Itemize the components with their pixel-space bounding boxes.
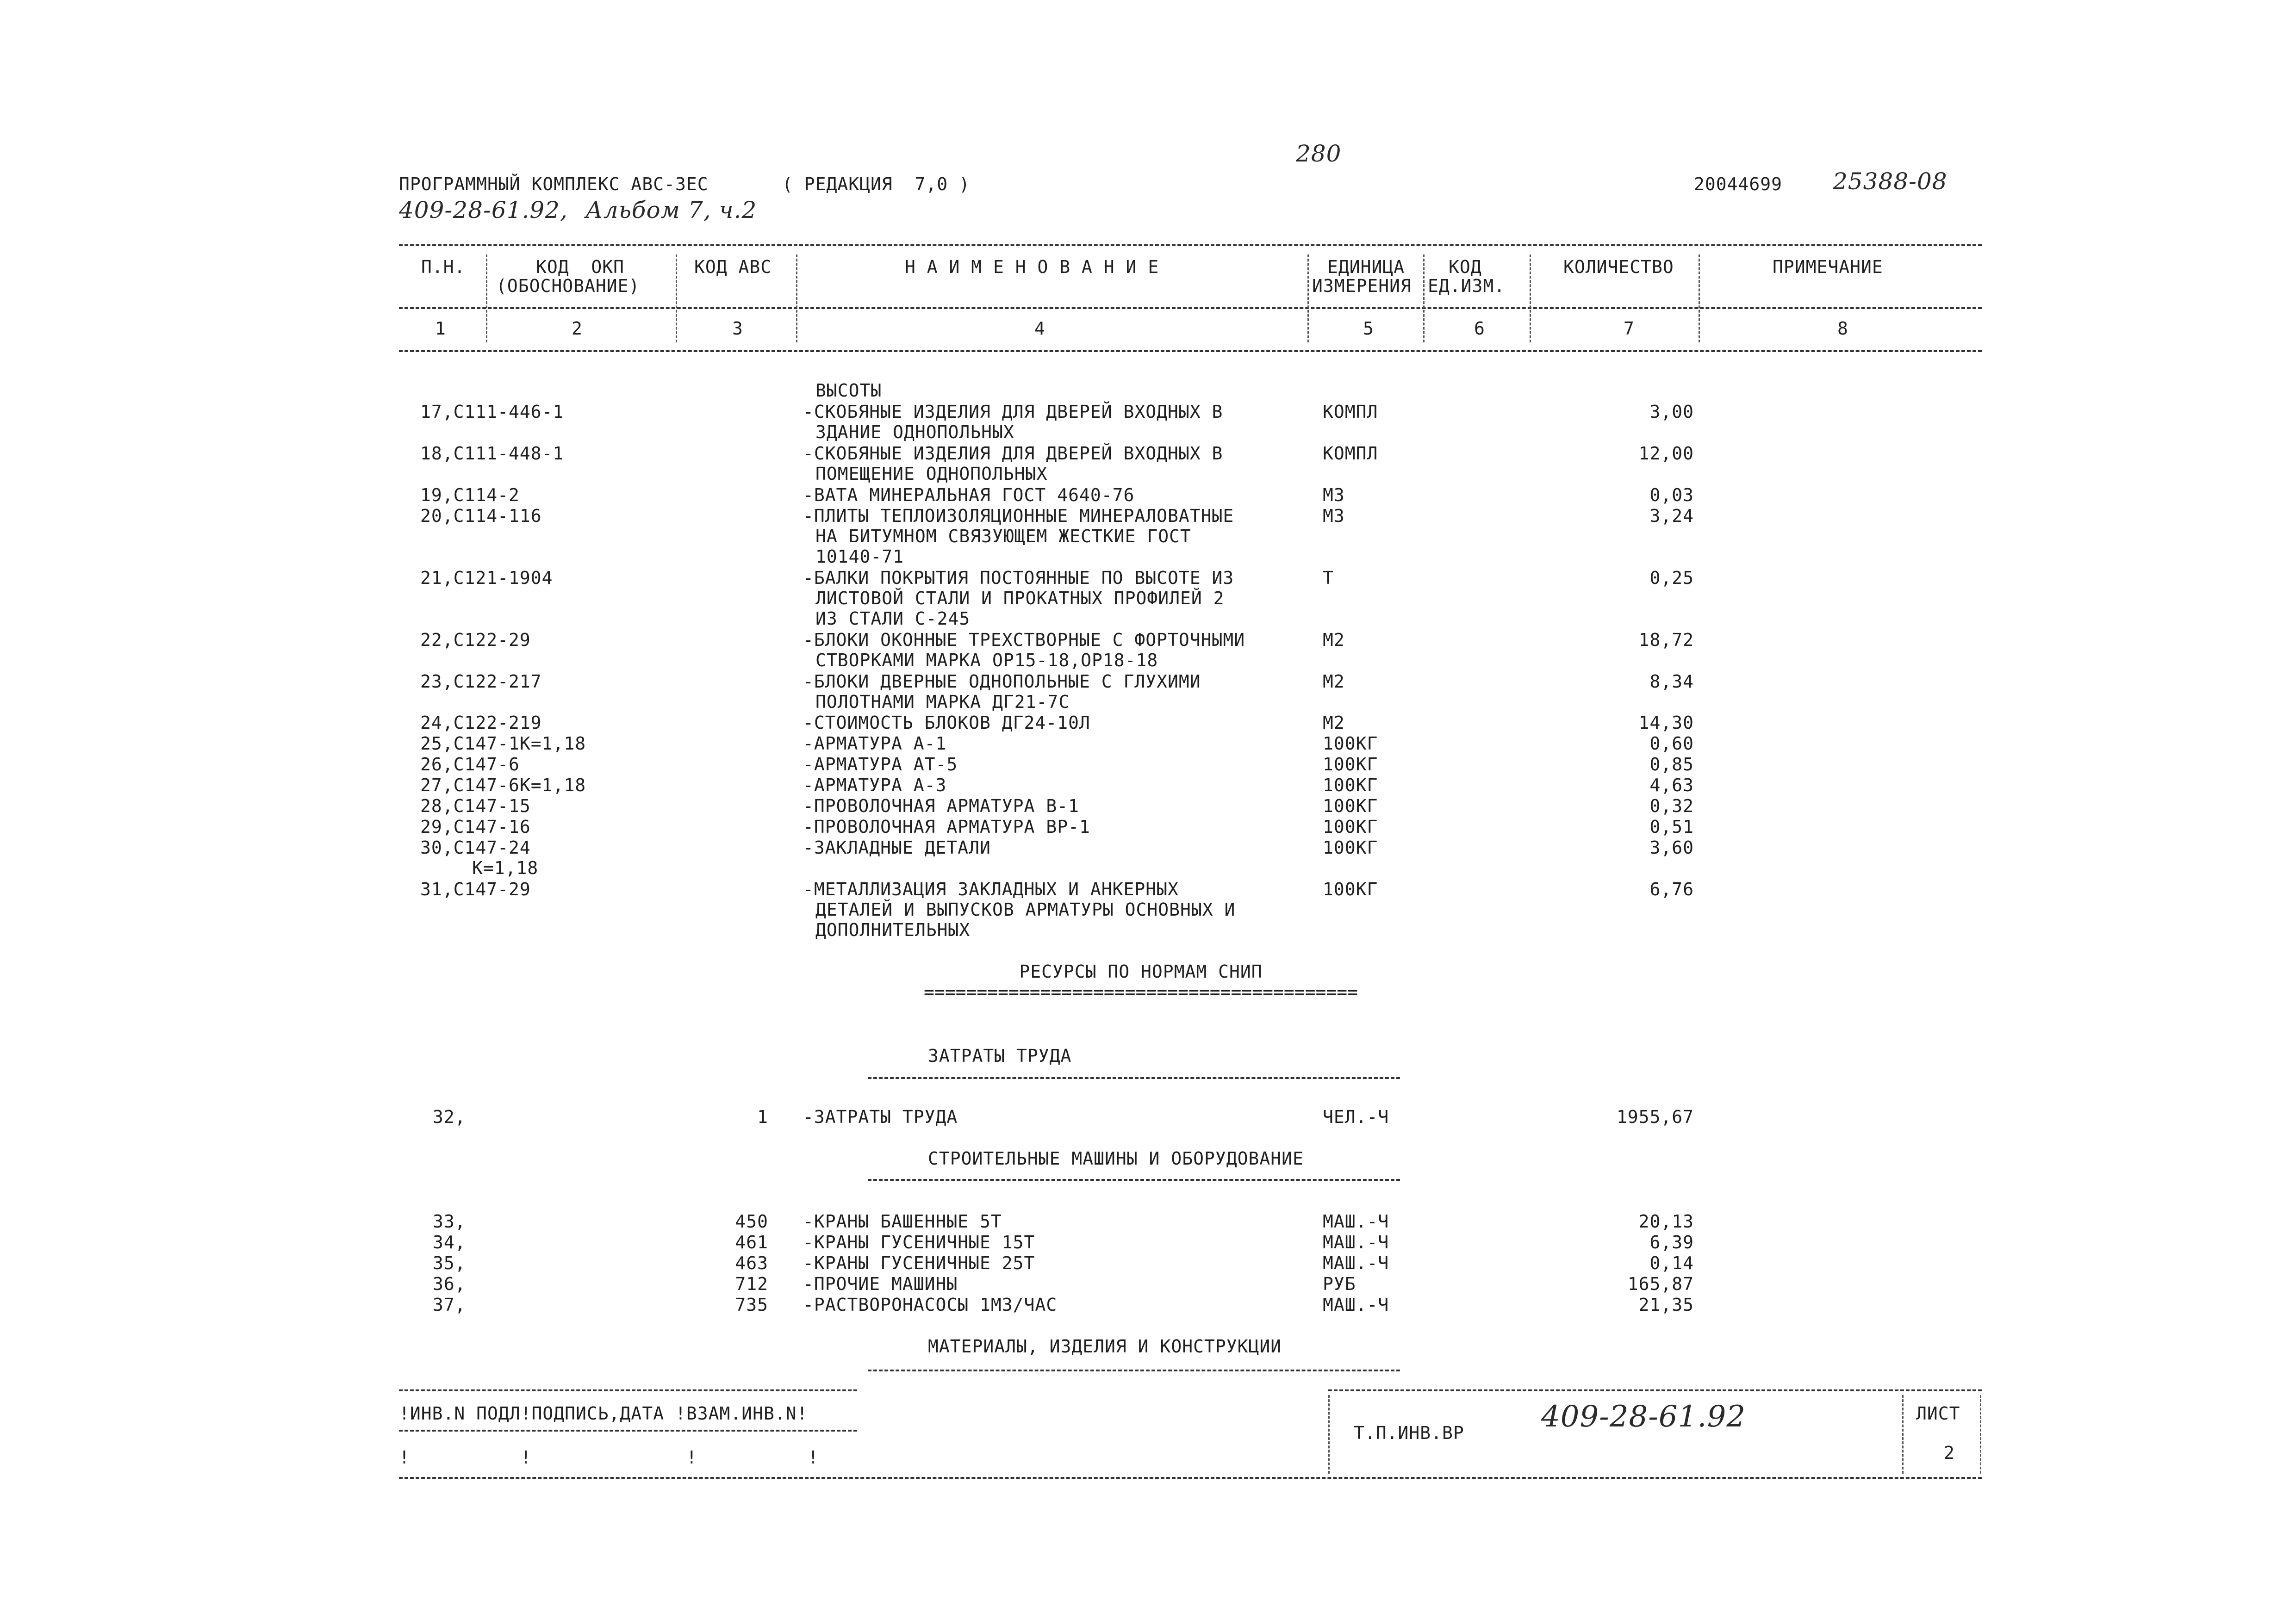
- col-title-okp: КОД ОКП: [536, 257, 625, 277]
- row-unit: 100КГ: [1323, 733, 1378, 754]
- program-title: ПРОГРАММНЫЙ КОМПЛЕКС АВС-3ЕС: [399, 174, 709, 194]
- machine-row-unit: РУБ: [1323, 1274, 1356, 1294]
- machine-row-unit: МАШ.-Ч: [1323, 1253, 1389, 1273]
- machine-row-name: -КРАНЫ ГУСЕНИЧНЫЕ 25Т: [803, 1253, 1035, 1273]
- col-num-8: 8: [1837, 318, 1848, 339]
- row-unit: 100КГ: [1323, 837, 1378, 858]
- edition-label: ( РЕДАКЦИЯ 7,0 ): [782, 174, 970, 194]
- col-title-unit-2: ИЗМЕРЕНИЯ: [1312, 276, 1412, 296]
- row-name: -БЛОКИ ДВЕРНЫЕ ОДНОПОЛЬНЫЕ С ГЛУХИМИ: [803, 671, 1201, 692]
- labor-row-unit: ЧЕЛ.-Ч: [1323, 1107, 1389, 1127]
- row-name: ДЕТАЛЕЙ И ВЫПУСКОВ АРМАТУРЫ ОСНОВНЫХ И: [815, 899, 1236, 920]
- row-qty: 3,00: [1649, 402, 1694, 422]
- stamp-sep: [1980, 1395, 1981, 1474]
- row-pn: 19,С114-2: [420, 485, 520, 505]
- row-qty: 3,60: [1649, 837, 1694, 858]
- row-name: ВЫСОТЫ: [815, 380, 882, 401]
- row-name: -АРМАТУРА АТ-5: [803, 754, 958, 775]
- row-unit: М2: [1323, 713, 1345, 733]
- row-qty: 0,85: [1649, 754, 1694, 775]
- tp-handwritten-number: 409-28-61.92: [1541, 1400, 1746, 1434]
- row-qty: 0,32: [1649, 796, 1694, 816]
- col-title-unit: ЕДИНИЦА: [1327, 257, 1405, 277]
- document-code: 20044699: [1694, 174, 1783, 194]
- machine-row-unit: МАШ.-Ч: [1323, 1295, 1389, 1315]
- row-unit: 100КГ: [1323, 879, 1378, 899]
- row-pn: 20,С114-116: [420, 506, 542, 526]
- row-qty: 0,03: [1649, 485, 1694, 505]
- footer-rule-bottom: [399, 1477, 1982, 1479]
- col-sep: [1307, 254, 1309, 342]
- col-num-1: 1: [435, 318, 446, 339]
- footer-rule-top-right: [1328, 1389, 1982, 1391]
- footer-rule-top-left: [399, 1389, 857, 1391]
- col-sep: [796, 254, 797, 342]
- machine-row-qty: 20,13: [1638, 1211, 1694, 1232]
- row-name: -ПЛИТЫ ТЕПЛОИЗОЛЯЦИОННЫЕ МИНЕРАЛОВАТНЫЕ: [803, 506, 1234, 526]
- machine-row-qty: 21,35: [1638, 1295, 1694, 1315]
- row-unit: М2: [1323, 671, 1345, 692]
- col-num-6: 6: [1474, 318, 1485, 339]
- row-pn: 27,С147-6К=1,18: [420, 775, 586, 795]
- handwritten-album: Альбом 7, ч.2: [585, 197, 757, 223]
- row-name: ИЗ СТАЛИ С-245: [815, 608, 971, 629]
- machine-row-pn: 33,: [433, 1211, 466, 1232]
- row-pn: 24,С122-219: [420, 713, 542, 733]
- col-sep: [1423, 254, 1425, 342]
- col-sep: [1530, 254, 1531, 342]
- row-qty: 3,24: [1649, 506, 1694, 526]
- row-name: -МЕТАЛЛИЗАЦИЯ ЗАКЛАДНЫХ И АНКЕРНЫХ: [803, 879, 1179, 899]
- col-sep: [676, 254, 677, 342]
- stamp-inventory-labels: !ИНВ.N ПОДЛ!ПОДПИСЬ,ДАТА !ВЗАМ.ИНВ.N!: [399, 1403, 808, 1424]
- row-name: ПОЛОТНАМИ МАРКА ДГ21-7С: [815, 692, 1070, 712]
- section-resources-rule: =========================================: [924, 982, 1358, 1002]
- col-num-7: 7: [1624, 318, 1635, 339]
- row-name: -БАЛКИ ПОКРЫТИЯ ПОСТОЯННЫЕ ПО ВЫСОТЕ ИЗ: [803, 568, 1234, 588]
- machine-row-pn: 34,: [433, 1232, 466, 1252]
- header-rule-top: [399, 244, 1982, 246]
- row-unit: 100КГ: [1323, 796, 1378, 816]
- row-name: ПОМЕЩЕНИЕ ОДНОПОЛЬНЫХ: [815, 464, 1048, 484]
- col-num-2: 2: [572, 318, 583, 339]
- labor-row-pn: 32,: [433, 1107, 466, 1127]
- row-pn: 25,С147-1К=1,18: [420, 733, 586, 754]
- row-unit: 100КГ: [1323, 754, 1378, 775]
- row-pn: 28,С147-15: [420, 796, 531, 816]
- row-pn: 30,С147-24: [420, 837, 531, 858]
- stamp-sep: [1328, 1395, 1330, 1474]
- machine-row-abc: 463: [735, 1253, 768, 1273]
- section-machines-rule: [868, 1179, 1400, 1181]
- row-qty: 0,25: [1649, 568, 1694, 588]
- row-unit: Т: [1323, 568, 1334, 588]
- row-qty: 4,63: [1649, 775, 1694, 795]
- col-title-pn: П.Н.: [421, 257, 466, 277]
- row-name: -ЗАКЛАДНЫЕ ДЕТАЛИ: [803, 837, 991, 858]
- row-pn: 18,С111-448-1: [420, 443, 564, 464]
- row-name: -СТОИМОСТЬ БЛОКОВ ДГ24-10Л: [803, 713, 1090, 733]
- row-qty: 6,76: [1649, 879, 1694, 899]
- header-rule-bottom: [399, 350, 1982, 352]
- row-name: 10140-71: [815, 546, 904, 567]
- col-num-3: 3: [732, 318, 743, 339]
- col-title-unitcode: КОД: [1449, 257, 1482, 277]
- row-name: -СКОБЯНЫЕ ИЗДЕЛИЯ ДЛЯ ДВЕРЕЙ ВХОДНЫХ В: [803, 443, 1223, 464]
- machine-row-unit: МАШ.-Ч: [1323, 1232, 1389, 1252]
- machine-row-qty: 165,87: [1627, 1274, 1694, 1294]
- machine-row-pn: 37,: [433, 1295, 466, 1315]
- row-name: -СКОБЯНЫЕ ИЗДЕЛИЯ ДЛЯ ДВЕРЕЙ ВХОДНЫХ В: [803, 402, 1223, 422]
- machine-row-name: -РАСТВОРОНАСОСЫ 1М3/ЧАС: [803, 1295, 1058, 1315]
- col-num-4: 4: [1034, 318, 1045, 339]
- row-name: -ВАТА МИНЕРАЛЬНАЯ ГОСТ 4640-76: [803, 485, 1135, 505]
- section-resources-title: РЕСУРСЫ ПО НОРМАМ СНИП: [1019, 961, 1263, 982]
- row-qty: 0,51: [1649, 817, 1694, 837]
- machine-row-abc: 712: [735, 1274, 768, 1294]
- col-sep: [486, 254, 487, 342]
- row-unit: КОМПЛ: [1323, 443, 1378, 464]
- machine-row-qty: 6,39: [1649, 1232, 1694, 1252]
- row-unit: 100КГ: [1323, 817, 1378, 837]
- col-title-abc: КОД АВС: [694, 257, 772, 277]
- machine-row-name: -ПРОЧИЕ МАШИНЫ: [803, 1274, 958, 1294]
- row-pn: 22,С122-29: [420, 630, 531, 650]
- header-rule-mid: [399, 307, 1982, 309]
- row-qty: 8,34: [1649, 671, 1694, 692]
- machine-row-name: -КРАНЫ БАШЕННЫЕ 5Т: [803, 1211, 1002, 1232]
- row-pn-extra: К=1,18: [472, 858, 539, 878]
- machine-row-pn: 36,: [433, 1274, 466, 1294]
- col-title-unitcode-2: ЕД.ИЗМ.: [1428, 276, 1506, 296]
- col-num-5: 5: [1363, 318, 1374, 339]
- row-name: СТВОРКАМИ МАРКА ОР15-18,ОР18-18: [815, 650, 1158, 670]
- section-materials-rule: [868, 1370, 1400, 1371]
- labor-row-qty: 1955,67: [1616, 1107, 1694, 1127]
- section-labor-title: ЗАТРАТЫ ТРУДА: [928, 1046, 1072, 1066]
- row-name: ДОПОЛНИТЕЛЬНЫХ: [815, 920, 971, 940]
- row-pn: 23,С122-217: [420, 671, 542, 692]
- handwritten-project-number: 409-28-61.92,: [399, 197, 568, 223]
- row-name: -ПРОВОЛОЧНАЯ АРМАТУРА ВР-1: [803, 817, 1090, 837]
- col-title-name: Н А И М Е Н О В А Н И Е: [905, 257, 1159, 277]
- row-unit: М3: [1323, 485, 1345, 505]
- col-title-note: ПРИМЕЧАНИЕ: [1773, 257, 1883, 277]
- sheet-label: ЛИСТ: [1916, 1403, 1960, 1424]
- row-unit: 100КГ: [1323, 775, 1378, 795]
- handwritten-code: 25388-08: [1833, 168, 1948, 195]
- labor-row-name: -ЗАТРАТЫ ТРУДА: [803, 1107, 958, 1127]
- row-name: -ПРОВОЛОЧНАЯ АРМАТУРА В-1: [803, 796, 1079, 816]
- row-unit: М2: [1323, 630, 1345, 650]
- machine-row-pn: 35,: [433, 1253, 466, 1273]
- machine-row-abc: 735: [735, 1295, 768, 1315]
- machine-row-abc: 450: [735, 1211, 768, 1232]
- row-pn: 29,С147-16: [420, 817, 531, 837]
- row-name: -БЛОКИ ОКОННЫЕ ТРЕХСТВОРНЫЕ С ФОРТОЧНЫМИ: [803, 630, 1245, 650]
- row-qty: 0,60: [1649, 733, 1694, 754]
- stamp-inventory-cells: ! ! ! !: [399, 1447, 819, 1468]
- row-name: ЗДАНИЕ ОДНОПОЛЬНЫХ: [815, 422, 1014, 442]
- row-unit: М3: [1323, 506, 1345, 526]
- stamp-sep: [1902, 1395, 1904, 1474]
- row-qty: 12,00: [1638, 443, 1694, 464]
- row-name: -АРМАТУРА А-3: [803, 775, 947, 795]
- row-name: -АРМАТУРА А-1: [803, 733, 947, 754]
- sheet-number: 2: [1944, 1443, 1955, 1463]
- section-labor-rule: [868, 1077, 1400, 1079]
- labor-row-abc: 1: [757, 1107, 768, 1127]
- row-unit: КОМПЛ: [1323, 402, 1378, 422]
- machine-row-abc: 461: [735, 1232, 768, 1252]
- col-sep: [1699, 254, 1700, 342]
- section-machines-title: СТРОИТЕЛЬНЫЕ МАШИНЫ И ОБОРУДОВАНИЕ: [928, 1148, 1304, 1169]
- row-pn: 31,С147-29: [420, 879, 531, 899]
- row-pn: 21,С121-1904: [420, 568, 553, 588]
- row-qty: 14,30: [1638, 713, 1694, 733]
- section-materials-title: МАТЕРИАЛЫ, ИЗДЕЛИЯ И КОНСТРУКЦИИ: [928, 1336, 1282, 1357]
- machine-row-unit: МАШ.-Ч: [1323, 1211, 1389, 1232]
- footer-rule-mid-left: [399, 1430, 857, 1432]
- row-pn: 26,С147-6: [420, 754, 520, 775]
- page-number: 280: [1296, 140, 1342, 167]
- tp-label: Т.П.ИНВ.ВР: [1354, 1423, 1464, 1443]
- row-pn: 17,С111-446-1: [420, 402, 564, 422]
- machine-row-qty: 0,14: [1649, 1253, 1694, 1273]
- row-name: ЛИСТОВОЙ СТАЛИ И ПРОКАТНЫХ ПРОФИЛЕЙ 2: [815, 588, 1225, 608]
- machine-row-name: -КРАНЫ ГУСЕНИЧНЫЕ 15Т: [803, 1232, 1035, 1252]
- col-title-qty: КОЛИЧЕСТВО: [1563, 257, 1674, 277]
- row-qty: 18,72: [1638, 630, 1694, 650]
- row-name: НА БИТУМНОМ СВЯЗУЮЩЕМ ЖЕСТКИЕ ГОСТ: [815, 526, 1191, 546]
- col-title-okp-2: (ОБОСНОВАНИЕ): [496, 276, 640, 296]
